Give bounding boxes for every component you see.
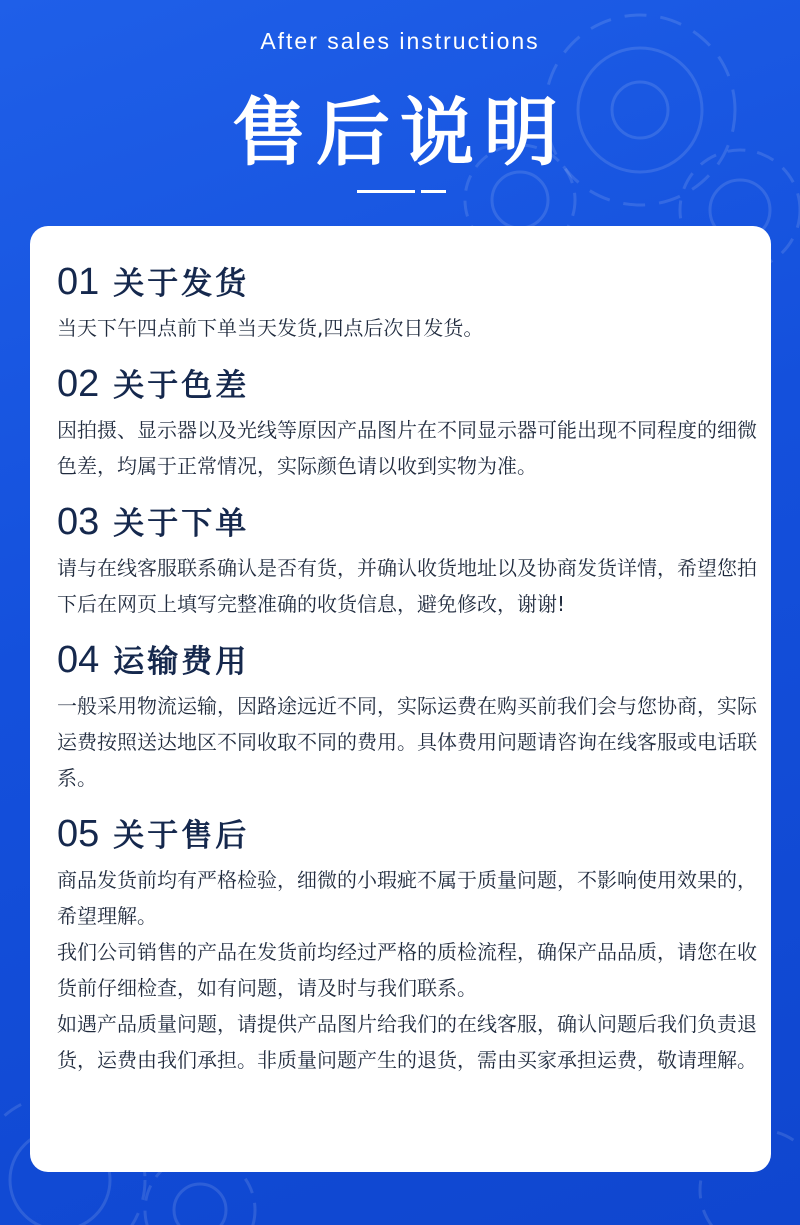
section-number: 01 (57, 261, 100, 303)
section-paragraph: 我们公司销售的产品在发货前均经过严格的质检流程，确保产品品质，请您在收货前仔细检查，如有问题，请及时与我们联系。 (57, 940, 757, 1000)
section-title: 关于色差 (113, 368, 250, 404)
title-underline-long (357, 190, 415, 193)
section-number: 02 (57, 363, 100, 405)
sections-list (57, 258, 757, 1092)
section-heading (57, 636, 757, 688)
section-heading (57, 810, 757, 862)
section-number: 04 (57, 639, 100, 681)
section-title: 关于发货 (113, 266, 250, 302)
section-paragraph: 如遇产品质量问题，请提供产品图片给我们的在线客服，确认问题后我们负责退货，运费由我们承担。非质量问题产生的退货，需由买家承担运费，敬请理解。 (57, 1012, 757, 1072)
section-paragraph: 请与在线客服联系确认是否有货，并确认收货地址以及协商发货详情，希望您拍下后在网页上填写完整准确的收货信息，避免修改，谢谢! (57, 556, 757, 616)
section-title: 关于售后 (113, 818, 250, 854)
section-paragraph: 当天下午四点前下单当天发货,四点后次日发货。 (57, 316, 484, 340)
section-03 (57, 498, 757, 622)
section-04 (57, 636, 757, 796)
section-title: 关于下单 (113, 506, 250, 542)
section-heading (57, 498, 757, 550)
section-paragraph: 因拍摄、显示器以及光线等原因产品图片在不同显示器可能出现不同程度的细微色差，均属于正常情况，实际颜色请以收到实物为准。 (57, 418, 757, 478)
section-paragraph: 商品发货前均有严格检验，细微的小瑕疵不属于质量问题，不影响使用效果的，希望理解。 (57, 868, 757, 928)
section-heading (57, 258, 757, 310)
section-number: 03 (57, 501, 100, 543)
section-title: 运输费用 (113, 644, 250, 680)
title-underline-short (421, 190, 446, 193)
section-02 (57, 360, 757, 484)
section-number: 05 (57, 813, 100, 855)
instructions-card (30, 226, 771, 1172)
section-paragraph: 一般采用物流运输，因路途远近不同，实际运费在购买前我们会与您协商，实际运费按照送达地区不同收取不同的费用。具体费用问题请咨询在线客服或电话联系。 (57, 694, 757, 790)
section-heading (57, 360, 757, 412)
page-title: 售后说明 (232, 90, 568, 176)
section-05 (57, 810, 757, 1078)
header-subtitle: After sales instructions (260, 28, 540, 54)
section-01 (57, 258, 757, 346)
